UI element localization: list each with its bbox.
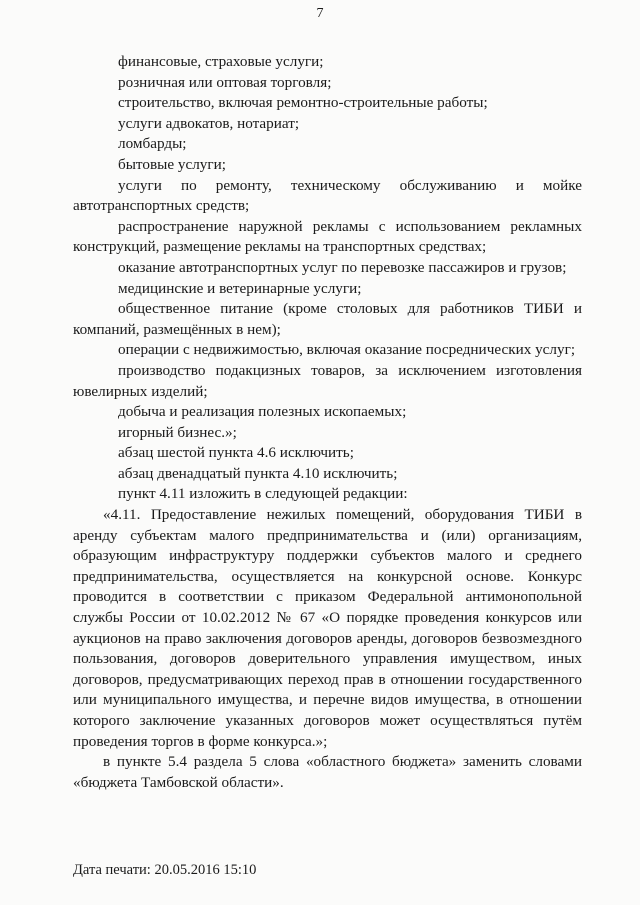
list-item: добыча и реализация полезных ископаемых; <box>118 403 407 421</box>
amendment-paragraph: в пункте 5.4 раздела 5 слова «областного бюджета» заменить словами «бюджета Тамбовской области». <box>73 753 582 791</box>
list-item: общественное питание (кроме столовых для работников ТИБИ и компаний, размещённых в нем); <box>73 300 582 338</box>
list-item: медицинские и ветеринарные услуги; <box>118 279 362 297</box>
list-item: оказание автотранспортных услуг по перевозке пассажиров и грузов; <box>118 258 567 276</box>
amendment-paragraph: абзац двенадцатый пункта 4.10 исключить; <box>118 464 398 482</box>
list-item: финансовые, страховые услуги; <box>118 53 324 70</box>
list-item: услуги адвокатов, нотариат; <box>118 114 300 132</box>
list-item: ломбарды; <box>118 135 187 153</box>
page-number: 7 <box>316 6 324 21</box>
print-date-footer: Дата печати: 20.05.2016 15:10 <box>73 862 257 878</box>
amendment-paragraph: абзац шестой пункта 4.6 исключить; <box>118 444 354 462</box>
list-item: игорный бизнес.»; <box>118 423 237 441</box>
list-item: услуги по ремонту, техническому обслуживанию и мойке автотранспортных средств; <box>73 176 582 215</box>
amendment-paragraph: пункт 4.11 изложить в следующей редакции: <box>118 485 408 503</box>
list-item: розничная или оптовая торговля; <box>118 73 332 91</box>
list-item: строительство, включая ремонтно-строительные работы; <box>118 94 488 112</box>
list-item: операции с недвижимостью, включая оказание посреднических услуг; <box>118 341 576 359</box>
list-item: производство подакцизных товаров, за исключением изготовления ювелирных изделий; <box>73 361 582 400</box>
list-item: распространение наружной рекламы с использованием рекламных конструкций, размещение рекламы на транспортных средствах; <box>73 217 582 256</box>
list-item: бытовые услуги; <box>118 155 226 173</box>
quoted-clause-4-11: «4.11. Предоставление нежилых помещений, оборудования ТИБИ в аренду субъектам малого предпринимательства и (или) организациям, образующим инфраструктуру поддержки субъектов малого и среднего предпринимательства, осуществляется на конкурсной основе. Конкурс проводится в соответствии с приказом Федеральной антимонопольной службы России от 10.02.2012 № 67 «О порядке проведения конкурсов или аукционов на право заключения договоров аренды, договоров безвозмездного пользования, договоров доверительного управления имуществом, иных договоров, предусматривающих переход прав в отношении государственного или муниципального имущества, и перечне видов имущества, в отношении которого заключение указанных договоров может осуществляться путём проведения торгов в форме конкурса.»; <box>73 506 582 750</box>
document-body <box>73 52 582 793</box>
